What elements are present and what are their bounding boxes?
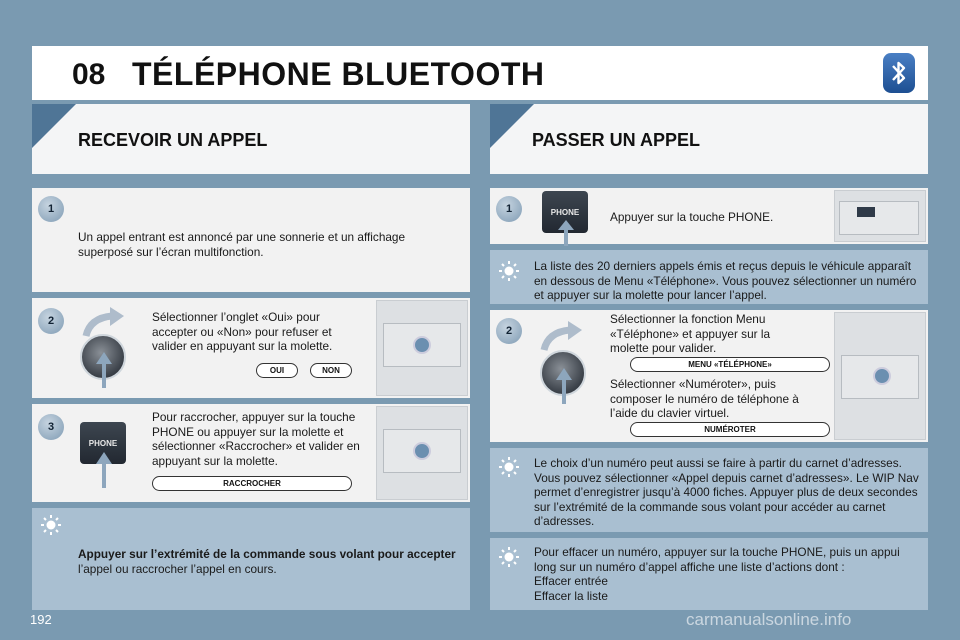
sun-tip-icon <box>496 544 522 570</box>
section-title-receive: RECEVOIR UN APPEL <box>78 130 268 150</box>
no-tab: NON <box>310 363 352 378</box>
page-number: 192 <box>30 612 52 627</box>
tip-text-line: Effacer la liste <box>534 588 608 603</box>
curved-arrow-icon <box>540 320 584 354</box>
sun-tip-icon <box>496 454 522 480</box>
step-badge: 2 <box>38 308 64 334</box>
phone-menu-option: MENU «TÉLÉPHONE» <box>630 357 830 372</box>
console-thumbnail <box>834 312 926 440</box>
phone-key-icon: PHONE <box>80 422 126 464</box>
bluetooth-icon <box>883 53 915 93</box>
step-badge: 1 <box>496 196 522 222</box>
console-thumbnail <box>834 190 926 242</box>
hang-up-option: RACCROCHER <box>152 476 352 491</box>
tip-text <box>78 547 458 576</box>
step-text: Sélectionner la fonction Menu «Téléphone» et appuyer sur la molette pour valider. <box>610 312 771 355</box>
step-text: Sélectionner «Numéroter», puis composer le numéro de téléphone à l’aide du clavier virtuel. <box>610 377 799 420</box>
step-text: Sélectionner l’onglet «Oui» pour accepter ou «Non» pour refuser et valider en appuyant sur la molette. <box>152 310 333 353</box>
tip-text: La liste des 20 derniers appels émis et reçus depuis le véhicule apparaît en dessous de Menu «Téléphone». Vous pouvez sélectionner un numéro et appuyer sur la molette pour lancer l’appel. <box>534 259 917 302</box>
step-badge: 1 <box>38 196 64 222</box>
sun-tip-icon <box>38 512 64 538</box>
tip-text: Le choix d’un numéro peut aussi se faire à partir du carnet d’adresses. Vous pouvez sélectionner «Appel depuis carnet d’adresses». Le WIP Nav permet d’enregistrer jusqu’à 4000 fiches. Appuyer plus de deux secondes sur l’extrémité de la commande sous volant pour accéder au carnet d’adresses. <box>534 456 919 528</box>
tip-text-bold: Appuyer sur l’extrémité de la commande sous volant pour accepter <box>78 547 456 561</box>
press-arrow-icon <box>556 368 572 404</box>
sun-tip-icon <box>496 258 522 284</box>
step-badge: 2 <box>496 318 522 344</box>
tip-text <box>534 545 920 603</box>
tip-text-line: Pour effacer un numéro, appuyer sur la touche PHONE, puis un appui long sur un numéro d’appel affiche une liste d’actions dont : <box>534 545 900 574</box>
step-text: Appuyer sur la touche PHONE. <box>610 210 774 224</box>
section-title-call: PASSER UN APPEL <box>532 130 701 150</box>
tip-text-rest: l’appel ou raccrocher l’appel en cours. <box>78 561 277 576</box>
watermark: carmanualsonline.info <box>686 610 852 629</box>
press-arrow-icon <box>96 352 112 388</box>
chapter-number: 08 <box>72 58 106 91</box>
step-text: Un appel entrant est annoncé par une sonnerie et un affichage superposé sur l’écran multifonction. <box>78 230 406 259</box>
press-arrow-icon <box>558 220 574 246</box>
console-thumbnail <box>376 300 468 396</box>
yes-tab: OUI <box>256 363 298 378</box>
tip-text-line: Effacer entrée <box>534 574 608 588</box>
dial-option: NUMÉROTER <box>630 422 830 437</box>
console-thumbnail <box>376 406 468 500</box>
press-arrow-icon <box>96 452 112 488</box>
phone-key-icon: PHONE <box>542 191 588 233</box>
step-text: Pour raccrocher, appuyer sur la touche PHONE ou appuyer sur la molette et sélectionner «Raccrocher» et valider en appuyant sur la molette. <box>152 410 360 468</box>
step-badge: 3 <box>38 414 64 440</box>
page-title: TÉLÉPHONE BLUETOOTH <box>132 56 545 92</box>
